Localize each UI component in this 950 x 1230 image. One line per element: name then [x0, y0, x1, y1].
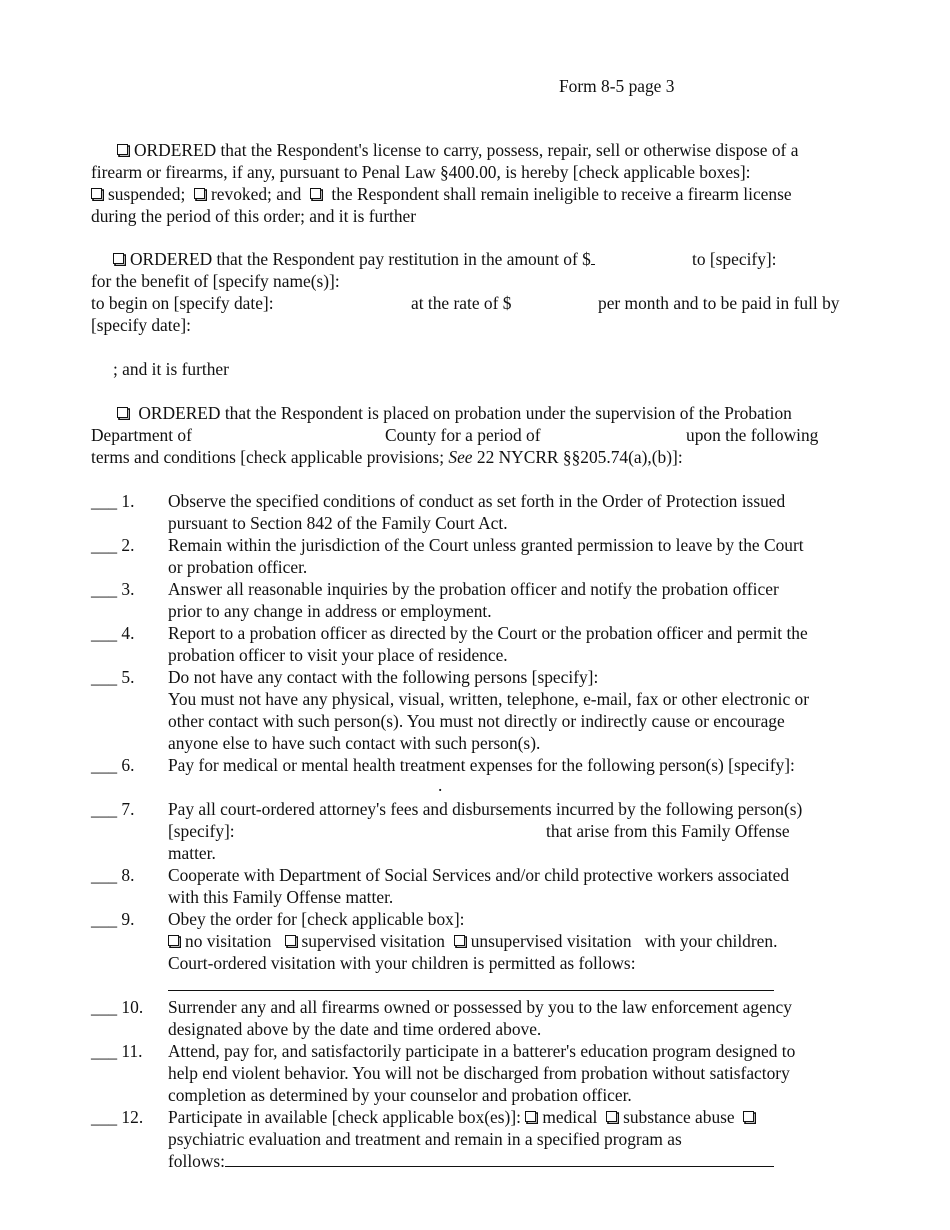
restitution-specify-label: to [specify]:	[692, 249, 777, 269]
medical-label: medical	[542, 1107, 598, 1127]
probation-following-label: upon the following	[686, 425, 819, 445]
condition-8-line: with this Family Offense matter.	[168, 887, 394, 907]
condition-7-line: that arise from this Family Offense	[546, 821, 790, 841]
condition-3-line: Answer all reasonable inquiries by the probation officer and notify the probation officer	[168, 579, 779, 599]
ineligible-checkbox[interactable]	[310, 188, 323, 201]
condition-5-line: other contact with such person(s). You must not directly or indirectly cause or encourage	[168, 711, 785, 731]
probation-order-line1: ORDERED that the Respondent is placed on probation under the supervision of the Probation	[117, 402, 792, 424]
condition-2-line: Remain within the jurisdiction of the Court unless granted permission to leave by the Court	[168, 535, 804, 555]
probation-order-line3: terms and conditions [check applicable provisions; See 22 NYCRR §§205.74(a),(b)]:	[91, 447, 683, 467]
condition-11-line: Attend, pay for, and satisfactorily participate in a batterer's education program designed to	[168, 1041, 796, 1061]
substance-abuse-checkbox[interactable]	[606, 1111, 619, 1124]
revoked-checkbox[interactable]	[194, 188, 207, 201]
restitution-amount-field[interactable]	[591, 248, 595, 265]
condition-5-line: Do not have any contact with the following persons [specify]:	[168, 667, 599, 687]
restitution-rate-label: at the rate of $	[411, 293, 512, 313]
condition-10-line: designated above by the date and time ordered above.	[168, 1019, 542, 1039]
condition-9-line: Obey the order for [check applicable box]:	[168, 909, 465, 929]
license-order-checkbox[interactable]	[117, 144, 130, 157]
condition-4-number[interactable]: ___ 4.	[91, 623, 135, 643]
suspended-label: suspended;	[108, 184, 186, 204]
substance-abuse-label: substance abuse	[623, 1107, 735, 1127]
restitution-order-line1: ORDERED that the Respondent pay restitution in the amount of $	[113, 248, 595, 270]
condition-6-line: Pay for medical or mental health treatment expenses for the following person(s) [specify]:	[168, 755, 795, 775]
condition-6-dot: .	[438, 775, 443, 795]
no-visitation-checkbox[interactable]	[168, 935, 181, 948]
license-order-line2: firearm or firearms, if any, pursuant to Penal Law §400.00, is hereby [check applicable boxes]:	[91, 162, 751, 182]
condition-9-options: no visitation supervised visitation unsupervised visitation with your children.	[168, 930, 777, 952]
condition-7-line: matter.	[168, 843, 216, 863]
condition-1-number[interactable]: ___ 1.	[91, 491, 135, 511]
restitution-beneficiary-label: for the benefit of [specify name(s)]:	[91, 271, 340, 291]
condition-11-number[interactable]: ___ 11.	[91, 1041, 143, 1061]
condition-2-number[interactable]: ___ 2.	[91, 535, 135, 555]
condition-12-options: Participate in available [check applicable box(es)]: medical substance abuse	[168, 1106, 760, 1128]
supervised-visitation-label: supervised visitation	[301, 931, 445, 951]
condition-7-number[interactable]: ___ 7.	[91, 799, 135, 819]
condition-5-number[interactable]: ___ 5.	[91, 667, 135, 687]
condition-8-line: Cooperate with Department of Social Services and/or child protective workers associated	[168, 865, 790, 885]
restitution-end-date-label: [specify date]:	[91, 315, 191, 335]
probation-order-checkbox[interactable]	[117, 407, 130, 420]
condition-1-line: pursuant to Section 842 of the Family Court Act.	[168, 513, 508, 533]
unsupervised-visitation-label: unsupervised visitation	[470, 931, 632, 951]
condition-6-number[interactable]: ___ 6.	[91, 755, 135, 775]
no-visitation-label: no visitation	[185, 931, 272, 951]
condition-7-specify: [specify]:	[168, 821, 235, 841]
condition-2-line: or probation officer.	[168, 557, 308, 577]
form-label: Form 8-5 page 3	[559, 76, 675, 96]
condition-4-line: Report to a probation officer as directed by the Court or the probation officer and permit the	[168, 623, 808, 643]
restitution-begin-label: to begin on [specify date]:	[91, 293, 274, 313]
suspended-checkbox[interactable]	[91, 188, 104, 201]
condition-11-line: completion as determined by your counselor and probation officer.	[168, 1085, 632, 1105]
condition-5-line: You must not have any physical, visual, written, telephone, e-mail, fax or other electronic or	[168, 689, 810, 709]
condition-4-line: probation officer to visit your place of residence.	[168, 645, 508, 665]
condition-12-line: psychiatric evaluation and treatment and remain in a specified program as	[168, 1129, 682, 1149]
restitution-closing: ; and it is further	[113, 359, 229, 379]
psychiatric-checkbox[interactable]	[743, 1111, 756, 1124]
condition-8-number[interactable]: ___ 8.	[91, 865, 135, 885]
supervised-visitation-checkbox[interactable]	[285, 935, 298, 948]
condition-7-line: Pay all court-ordered attorney's fees and disbursements incurred by the following person(s)	[168, 799, 803, 819]
condition-12-follows: follows:	[168, 1150, 774, 1172]
license-order-line4: during the period of this order; and it is further	[91, 206, 417, 226]
medical-checkbox[interactable]	[525, 1111, 538, 1124]
visitation-terms-field[interactable]	[168, 990, 774, 991]
unsupervised-visitation-checkbox[interactable]	[454, 935, 467, 948]
condition-3-number[interactable]: ___ 3.	[91, 579, 135, 599]
revoked-label: revoked; and	[211, 184, 302, 204]
condition-12-number[interactable]: ___ 12.	[91, 1107, 144, 1127]
restitution-per-month-label: per month and to be paid in full by	[598, 293, 840, 313]
condition-9-line: Court-ordered visitation with your children is permitted as follows:	[168, 953, 636, 973]
condition-5-line: anyone else to have such contact with such person(s).	[168, 733, 541, 753]
license-order-options	[91, 183, 792, 205]
condition-11-line: help end violent behavior. You will not be discharged from probation without satisfactory	[168, 1063, 790, 1083]
program-terms-field[interactable]	[225, 1150, 774, 1167]
restitution-order-checkbox[interactable]	[113, 253, 126, 266]
condition-10-line: Surrender any and all firearms owned or possessed by you to the law enforcement agency	[168, 997, 792, 1017]
ineligible-label: the Respondent shall remain ineligible to receive a firearm license	[331, 184, 792, 204]
condition-3-line: prior to any change in address or employment.	[168, 601, 492, 621]
condition-1-line: Observe the specified conditions of conduct as set forth in the Order of Protection issued	[168, 491, 786, 511]
condition-9-number[interactable]: ___ 9.	[91, 909, 135, 929]
probation-department-label: Department of	[91, 425, 192, 445]
license-order-line1: ORDERED that the Respondent's license to carry, possess, repair, sell or otherwise dispose of a	[117, 139, 798, 161]
probation-county-label: County for a period of	[385, 425, 541, 445]
condition-10-number[interactable]: ___ 10.	[91, 997, 144, 1017]
